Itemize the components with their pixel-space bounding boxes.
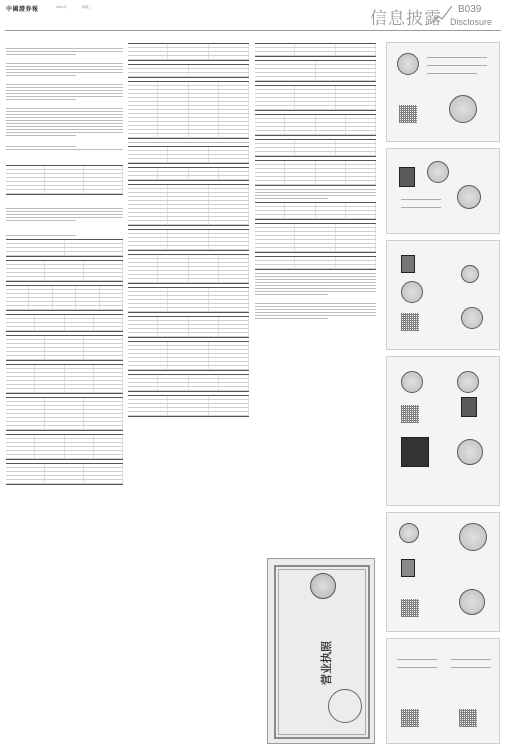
data-table [128, 43, 249, 61]
seal-icon [457, 439, 483, 465]
masthead [0, 0, 506, 34]
data-table [128, 184, 249, 226]
seal-icon [397, 53, 419, 75]
seal-icon [401, 281, 423, 303]
qr-code-icon [282, 709, 298, 725]
newspaper-logo: 中國證券報 [6, 6, 39, 13]
data-table [255, 85, 376, 111]
seal-icon [449, 95, 477, 123]
data-table [128, 316, 249, 338]
id-photo [401, 255, 415, 273]
data-table [128, 287, 249, 313]
data-table [6, 285, 123, 311]
qr-code-icon [401, 709, 419, 727]
text-column-1 [6, 40, 123, 745]
id-photo [399, 167, 415, 187]
license-title: 营业执照 [320, 641, 333, 685]
page-number: B039 [458, 4, 482, 15]
qr-code-icon [401, 599, 419, 617]
issue-weekday: 星期三 [82, 5, 92, 9]
data-table [255, 223, 376, 253]
data-table [6, 463, 123, 485]
data-table [128, 374, 249, 392]
text-column-2 [128, 40, 249, 745]
data-table [255, 114, 376, 136]
certificate-scan-6 [386, 638, 500, 744]
national-emblem-icon [310, 573, 336, 599]
seal-icon [459, 523, 487, 551]
certificate-scan-1 [386, 42, 500, 142]
qr-code-icon [401, 313, 419, 331]
section-title: 信息披露 [370, 9, 442, 29]
qr-code-icon [459, 709, 477, 727]
data-table [6, 239, 123, 257]
data-table [128, 167, 249, 181]
seal-icon [401, 371, 423, 393]
seal-icon [459, 589, 485, 615]
data-table [255, 202, 376, 220]
seal-icon [457, 371, 479, 393]
data-table [6, 260, 123, 282]
certificate-cover [401, 437, 429, 467]
id-photo [401, 559, 415, 577]
data-table [255, 256, 376, 270]
qr-code-icon [399, 105, 417, 123]
data-table [6, 397, 123, 431]
seal-icon [461, 265, 479, 283]
seal-icon [427, 161, 449, 183]
seal-icon [399, 523, 419, 543]
data-table [128, 341, 249, 371]
data-table [6, 434, 123, 460]
data-table [128, 254, 249, 284]
seal-icon [457, 185, 481, 209]
data-table [6, 335, 123, 361]
data-table [128, 395, 249, 417]
certificate-scan-4 [386, 356, 500, 506]
certificate-scan-2 [386, 148, 500, 234]
section-title-en: Disclosure [450, 17, 493, 27]
data-table [128, 64, 249, 78]
data-table [255, 43, 376, 57]
data-table [6, 165, 123, 195]
data-table [255, 60, 376, 82]
seal-icon [461, 307, 483, 329]
business-license-scan [267, 558, 375, 744]
id-photo [461, 397, 477, 417]
data-table [128, 81, 249, 139]
data-table [128, 146, 249, 164]
data-table [128, 229, 249, 251]
masthead-rule [5, 30, 501, 31]
data-table [255, 139, 376, 157]
certificate-scan-3 [386, 240, 500, 350]
data-table [6, 314, 123, 332]
official-seal-icon [328, 689, 362, 723]
data-table [255, 160, 376, 186]
data-table [6, 364, 123, 394]
qr-code-icon [401, 405, 419, 423]
certificate-scan-5 [386, 512, 500, 632]
issue-date: 2021年 [56, 5, 67, 9]
